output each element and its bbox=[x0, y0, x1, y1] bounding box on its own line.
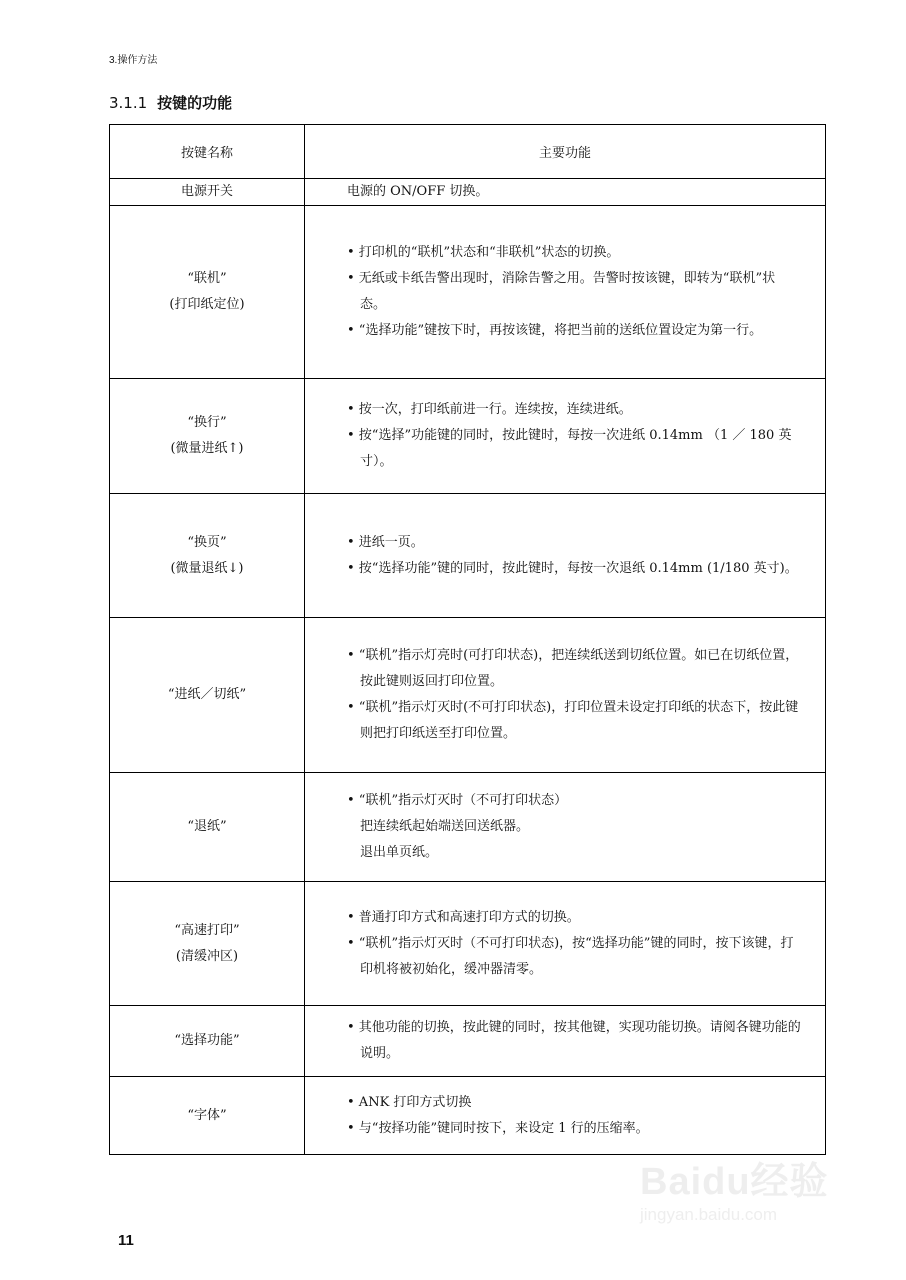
key-name-cell bbox=[110, 494, 305, 618]
function-description-line: • 按“选择”功能键的同时，按此键时，每按一次进纸 0.14mm （1 ／ 180 英寸）。 bbox=[347, 428, 792, 469]
key-name-line: 电源开关 bbox=[180, 184, 233, 199]
table-row bbox=[110, 882, 826, 1006]
table-header-row bbox=[110, 125, 826, 179]
section-title-text: 按键的功能 bbox=[157, 94, 233, 112]
key-name-cell bbox=[110, 1006, 305, 1077]
function-description-line: • 其他功能的切换，按此键的同时，按其他键，实现功能切换。请阅各键功能的说明。 bbox=[347, 1020, 801, 1061]
table-row bbox=[110, 379, 826, 494]
function-description-line: • 打印机的“联机”状态和“非联机”状态的切换。 bbox=[347, 245, 620, 260]
key-name-cell bbox=[110, 379, 305, 494]
function-description-line: • ANK 打印方式切换 bbox=[347, 1094, 472, 1110]
table-row bbox=[110, 1006, 826, 1077]
function-description-line: • 按“选择功能”键的同时，按此键时，每按一次退纸 0.14mm (1/180 英寸)。 bbox=[347, 560, 798, 576]
key-name-line: (打印纸定位) bbox=[169, 297, 245, 312]
running-header: 3.操作方法 bbox=[109, 55, 158, 66]
key-name-cell bbox=[110, 618, 305, 773]
function-description-line: 电源的 ON/OFF 切换。 bbox=[347, 184, 489, 199]
key-name-cell bbox=[110, 206, 305, 379]
page-number: 11 bbox=[118, 1232, 134, 1249]
key-name-line: “字体” bbox=[187, 1107, 227, 1123]
key-name-line: “换行” bbox=[187, 415, 227, 430]
function-description-line: • 进纸一页。 bbox=[347, 534, 424, 550]
column-header-key-name: 按键名称 bbox=[110, 125, 305, 179]
key-name-line: “换页” bbox=[187, 534, 227, 550]
function-description-line: • “联机”指示灯灭时（不可打印状态)，按“选择功能”键的同时，按下该键，打印机将被初始化，缓冲器清零。 bbox=[347, 935, 794, 977]
key-name-line: “高速打印” bbox=[174, 922, 240, 938]
function-description-line: • 与“按择功能”键同时按下，来设定 1 行的压缩率。 bbox=[347, 1120, 649, 1136]
key-name-cell bbox=[110, 179, 305, 206]
column-header-function: 主要功能 bbox=[305, 125, 826, 179]
key-name-cell bbox=[110, 773, 305, 882]
function-description-cell bbox=[305, 1006, 826, 1077]
section-title bbox=[109, 92, 232, 113]
function-description-line: • “联机”指示灯亮时(可打印状态)，把连续纸送到切纸位置。如已在切纸位置，按此键则返回打印位置。 bbox=[347, 648, 799, 689]
function-description-cell bbox=[305, 179, 826, 206]
key-name-line: “进纸／切纸” bbox=[167, 687, 247, 702]
key-function-table bbox=[109, 124, 826, 1155]
function-description-cell bbox=[305, 206, 826, 379]
function-description-cell bbox=[305, 379, 826, 494]
key-name-line: “选择功能” bbox=[174, 1033, 240, 1048]
section-number: 3.1.1 bbox=[109, 94, 148, 112]
function-description-cell bbox=[305, 494, 826, 618]
table-body bbox=[110, 179, 826, 1155]
function-description-line: • 无纸或卡纸告警出现时，消除告警之用。告警时按该键，即转为“联机”状态。 bbox=[347, 271, 776, 312]
key-name-cell bbox=[110, 882, 305, 1006]
function-description-line: 把连续纸起始端送回送纸器。 bbox=[360, 819, 530, 834]
function-description-cell bbox=[305, 618, 826, 773]
watermark-url: jingyan.baidu.com bbox=[640, 1205, 778, 1224]
key-name-line: (微量进纸↑) bbox=[170, 441, 244, 456]
function-description-cell bbox=[305, 1077, 826, 1155]
table-row bbox=[110, 618, 826, 773]
table-row bbox=[110, 773, 826, 882]
watermark bbox=[640, 1150, 840, 1240]
function-description-line: 退出单页纸。 bbox=[360, 845, 439, 860]
table-row bbox=[110, 1077, 826, 1155]
key-name-cell bbox=[110, 1077, 305, 1155]
table-row bbox=[110, 494, 826, 618]
function-description-line: • 普通打印方式和高速打印方式的切换。 bbox=[347, 909, 580, 925]
watermark-logo: Baidu经验 bbox=[640, 1161, 829, 1203]
key-name-line: “退纸” bbox=[187, 819, 227, 834]
function-description-line: • 按一次，打印纸前进一行。连续按，连续进纸。 bbox=[347, 402, 632, 417]
function-description-cell bbox=[305, 882, 826, 1006]
key-name-line: (清缓冲区) bbox=[175, 948, 239, 964]
function-description-line: • “联机”指示灯灭时(不可打印状态)，打印位置未设定打印纸的状态下，按此键则把打印纸送至打印位置。 bbox=[347, 700, 799, 741]
key-name-line: “联机” bbox=[187, 271, 227, 286]
function-description-cell bbox=[305, 773, 826, 882]
function-description-line: • “联机”指示灯灭时（不可打印状态） bbox=[347, 793, 568, 808]
key-name-line: (微量退纸↓) bbox=[170, 560, 244, 576]
table-row bbox=[110, 179, 826, 206]
function-description-line: • “选择功能”键按下时，再按该键，将把当前的送纸位置设定为第一行。 bbox=[347, 323, 763, 338]
table-row bbox=[110, 206, 826, 379]
